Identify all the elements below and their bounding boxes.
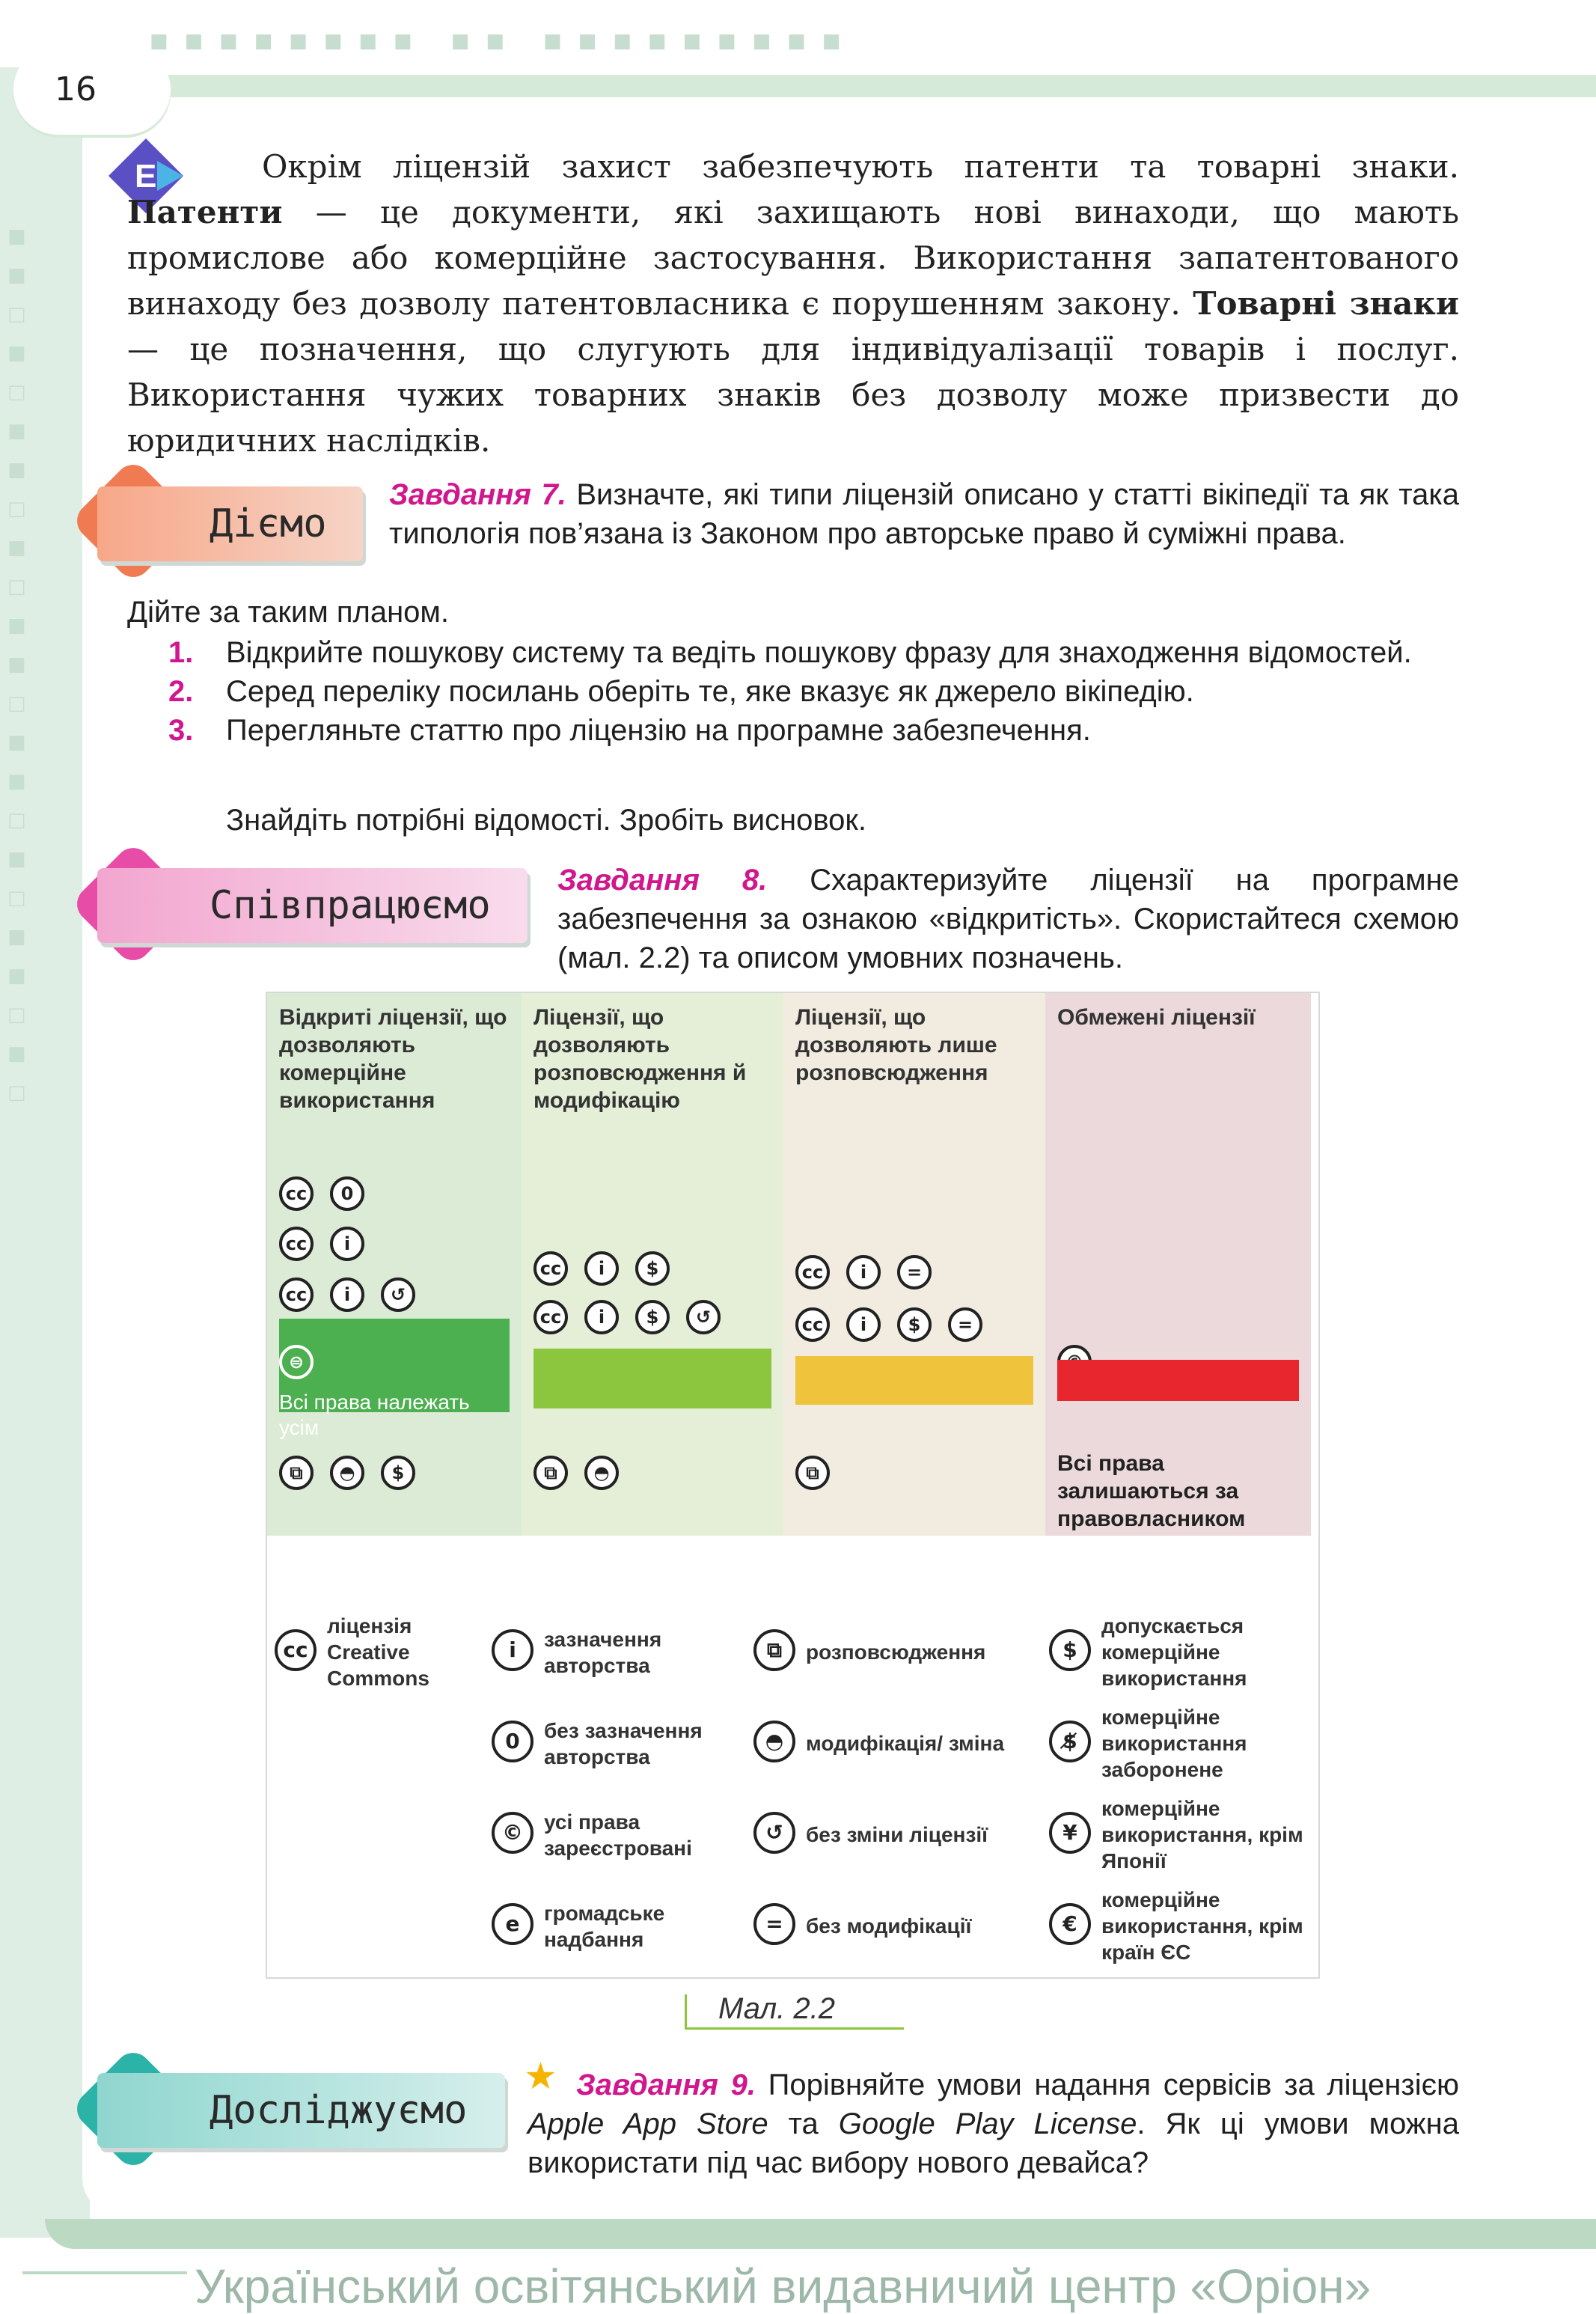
task8-statement — [557, 861, 1459, 977]
trademarks-term: Товарні знаки — [1193, 285, 1459, 322]
non-commercial-icon: $̸ — [1049, 1721, 1091, 1762]
list-item: 1. Відкрийте пошукову систему та ведіть пошукову фразу для знаходження відомостей. — [168, 636, 1412, 669]
google-license-name: Google Play License — [838, 2107, 1137, 2140]
license-column — [267, 993, 522, 1536]
no-derivatives-icon: = — [948, 1307, 982, 1342]
task9-statement: Завдання 9. Порівняйте умови надання сервісів за ліцензією Apple App Store та Google Play License. Як ці умови можна використати під час вибору нового девайса? — [528, 2069, 1460, 2179]
modification-icon: ◓ — [584, 1456, 619, 1490]
figure-caption: Мал. 2.2 — [718, 1992, 835, 2025]
attribution-icon: i — [846, 1307, 881, 1342]
zero-icon: 0 — [330, 1176, 364, 1211]
star-icon: ★ — [524, 2054, 557, 2098]
column-header: Відкриті ліцензії, що дозволяють комерційне використання — [279, 1005, 507, 1113]
cc-icon: cc — [533, 1251, 568, 1286]
distribution-icon: ⧉ — [533, 1456, 568, 1490]
patents-term: Патенти — [127, 194, 283, 231]
euro-icon: € — [1049, 1903, 1091, 1945]
zero-icon: 0 — [492, 1721, 533, 1762]
list-item: 2. Серед переліку посилань оберіть те, яке вказує як джерело вікіпедію. — [168, 675, 1194, 708]
plan-steps — [168, 633, 1459, 750]
legend-label: комерційне використання, крім Японії — [1101, 1797, 1303, 1872]
legend-label: без зазначення авторства — [544, 1718, 703, 1768]
tab-diemo: Діємо — [97, 486, 363, 561]
list-item: 3. Перегляньте статтю про ліцензію на програмне забезпечення. — [168, 714, 1091, 747]
distribution-icon: ⧉ — [753, 1629, 795, 1671]
cc-icon: cc — [279, 1227, 314, 1261]
legend-label: усі права зареєстровані — [544, 1810, 692, 1860]
license-column — [783, 993, 1045, 1536]
no-derivatives-icon: = — [897, 1255, 932, 1289]
footer-publisher: Український освітянський видавничий центр «Оріон» — [195, 2259, 1372, 2313]
license-column — [522, 993, 783, 1536]
attribution-icon: i — [584, 1300, 619, 1334]
decorative-squares: ■ ■ □ ■ □ ■ ■ □ ■ □ ■ ■ □ ■ ■ □ ■ □ ■ ■ □ ■ □ — [7, 225, 26, 1104]
page-number: 16 — [13, 45, 171, 135]
legend-label: допускається комерційне використання — [1101, 1614, 1247, 1690]
e-badge-letter: E — [135, 158, 157, 195]
page-frame-bottom — [45, 2219, 1596, 2249]
public-domain-icon: ⊜ — [279, 1345, 314, 1379]
cc-icon: cc — [279, 1176, 314, 1211]
distribution-icon: ⧉ — [795, 1456, 830, 1490]
column-header: Обмежені ліцензії — [1057, 1005, 1256, 1030]
openness-bar-segment — [533, 1349, 771, 1408]
attribution-icon: i — [492, 1629, 533, 1671]
commercial-icon: $ — [897, 1307, 932, 1342]
yen-icon: ¥ — [1049, 1812, 1091, 1854]
column-header: Ліцензії, що дозволяють розповсюдження й модифікацію — [533, 1005, 747, 1113]
cc-icon: cc — [533, 1300, 568, 1334]
license-column — [1045, 993, 1311, 1536]
legend-label: комерційне використання заборонене — [1101, 1706, 1247, 1781]
cc-icon: cc — [279, 1277, 314, 1312]
openness-bar-segment — [795, 1356, 1033, 1405]
commercial-icon: $ — [635, 1251, 670, 1286]
conclusion-text: Знайдіть потрібні відомості. Зробіть висновок. — [226, 804, 867, 837]
legend-label: без модифікації — [806, 1914, 972, 1938]
attribution-icon: i — [330, 1227, 364, 1261]
legend-label: комерційне використання, крім країн ЄС — [1101, 1888, 1303, 1964]
share-alike-icon: ↺ — [753, 1812, 795, 1854]
legend-label: розповсюдження — [806, 1640, 986, 1664]
public-domain-e-icon: e — [492, 1903, 533, 1945]
intro-sentence-2: — це документи, які захищають нові винаходи, що мають промислове або комерційне застосування. Використання запатентованого винаходу без дозволу патентовласника є порушенням закону. — [127, 194, 1459, 322]
apple-license-name: Apple App Store — [528, 2107, 768, 2140]
openness-bar-segment — [1057, 1360, 1299, 1401]
commercial-icon: $ — [1049, 1629, 1091, 1671]
commercial-icon: $ — [635, 1300, 670, 1334]
legend-label: громадське надбання — [544, 1901, 665, 1951]
legend-label: ліцензія Creative Commons — [327, 1614, 429, 1690]
intro-sentence-1: Окрім ліцензій захист забезпечують патенти та товарні знаки. — [262, 148, 1459, 185]
legend-label: без зміни ліцензії — [806, 1823, 988, 1846]
cc-icon: cc — [275, 1629, 317, 1671]
attribution-icon: i — [584, 1251, 619, 1286]
modification-icon: ◓ — [753, 1721, 795, 1762]
legend-label: модифікація/ зміна — [806, 1732, 1005, 1755]
cc-icon: cc — [795, 1255, 830, 1289]
share-alike-icon: ↺ — [686, 1300, 721, 1334]
cc-icon: cc — [795, 1307, 830, 1342]
plan-intro: Дійте за таким планом. — [127, 596, 450, 629]
decorative-dots: ■■■■■■■■ ■■ ■■■■■■■■■ — [150, 30, 857, 52]
task7-title: Завдання 7. — [389, 478, 566, 511]
task7-statement — [389, 475, 1459, 553]
modification-icon: ◓ — [330, 1456, 364, 1490]
commercial-icon: $ — [381, 1456, 415, 1490]
footer-line — [22, 2271, 187, 2274]
attribution-icon: i — [846, 1255, 881, 1289]
task7-text: Визначте, які типи ліцензій описано у статті вікіпедії та як така типологія пов’язана із Законом про авторське право й суміжні права. — [389, 478, 1459, 550]
share-alike-icon: ↺ — [381, 1277, 415, 1312]
task8-text: Схарактеризуйте ліцензії на програмне забезпечення за ознакою «відкритість». Скористайтеся схемою (мал. 2.2) та описом умовних позначень. — [557, 864, 1459, 974]
bar-label: Всі права належать усім — [279, 1390, 470, 1439]
tab-spivpratsiuiemo: Співпрацюємо — [97, 868, 528, 943]
copyright-icon: © — [492, 1812, 533, 1854]
task9-title: Завдання 9. — [576, 2069, 756, 2101]
intro-paragraph — [127, 144, 1459, 463]
no-derivatives-icon: = — [753, 1903, 795, 1945]
restricted-note: Всі права залишаються за правовласником — [1057, 1451, 1246, 1531]
legend-label: зазначення авторства — [544, 1627, 662, 1677]
tab-doslidzhuiemo: Досліджуємо — [97, 2073, 505, 2148]
license-scheme-figure — [266, 992, 1320, 1979]
task8-title: Завдання 8. — [557, 864, 768, 897]
attribution-icon: i — [330, 1277, 364, 1312]
column-header: Ліцензії, що дозволяють лише розповсюдження — [795, 1005, 997, 1085]
intro-sentence-3: — це позначення, що слугують для індивідуалізації товарів і послуг. Використання чужих товарних знаків без дозволу може призвести до юридичних наслідків. — [127, 331, 1459, 459]
distribution-icon: ⧉ — [279, 1456, 314, 1490]
